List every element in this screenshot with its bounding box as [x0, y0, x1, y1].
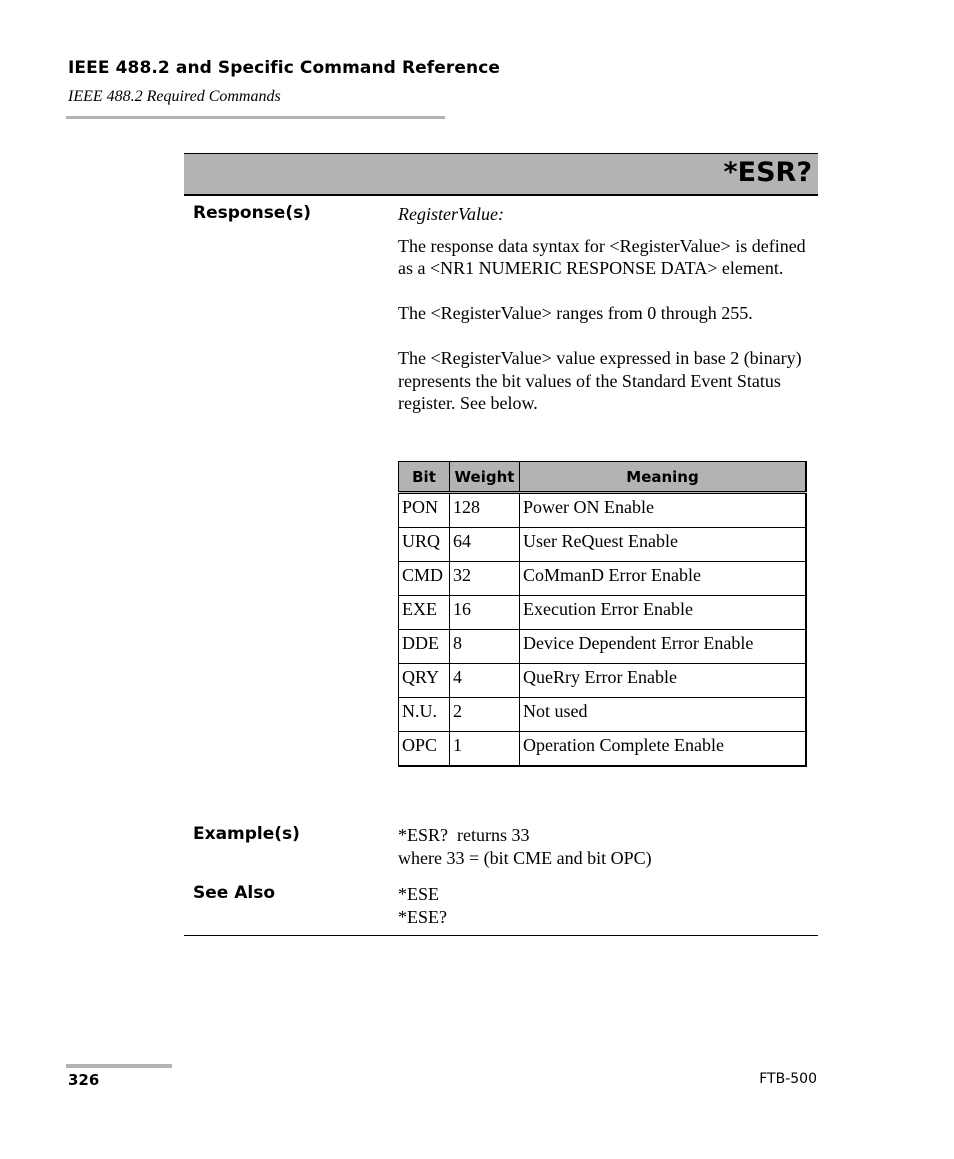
weight-cell: 1 [450, 732, 520, 767]
product-model: FTB-500 [759, 1071, 817, 1087]
table-row [399, 698, 807, 732]
response-value-name: RegisterValue: [398, 204, 504, 224]
table-row [399, 630, 807, 664]
register-bit-table [398, 461, 807, 767]
see-also-item: *ESE? [398, 906, 447, 927]
page-number: 326 [68, 1071, 100, 1089]
header-rule [66, 116, 445, 119]
command-name: *ESR? [723, 157, 812, 188]
section-end-rule [184, 935, 818, 936]
weight-cell: 32 [450, 562, 520, 596]
response-label: Response(s) [193, 203, 311, 223]
table-row [399, 732, 807, 767]
table-header-row [399, 462, 807, 493]
response-body [398, 203, 818, 415]
examples-body [398, 824, 818, 869]
weight-cell: 2 [450, 698, 520, 732]
bit-cell: OPC [399, 732, 450, 767]
meaning-cell: User ReQuest Enable [520, 528, 807, 562]
bit-cell: DDE [399, 630, 450, 664]
example-line: where 33 = (bit CME and bit OPC) [398, 847, 652, 868]
response-paragraph: The response data syntax for <RegisterValue> is defined as a <NR1 NUMERIC RESPONSE DATA> element. [398, 235, 806, 278]
see-also-item: *ESE [398, 884, 440, 904]
bit-cell: QRY [399, 664, 450, 698]
bit-cell: PON [399, 493, 450, 528]
column-header-bit: Bit [399, 462, 450, 493]
weight-cell: 64 [450, 528, 520, 562]
meaning-cell: Execution Error Enable [520, 596, 807, 630]
weight-cell: 128 [450, 493, 520, 528]
meaning-cell: QueRry Error Enable [520, 664, 807, 698]
response-paragraph: The <RegisterValue> ranges from 0 through 255. [398, 302, 753, 323]
response-paragraph: The <RegisterValue> value expressed in base 2 (binary) represents the bit values of the Standard Event Status register. See below. [398, 348, 802, 413]
table-row [399, 664, 807, 698]
meaning-cell: Device Dependent Error Enable [520, 630, 807, 664]
bit-cell: EXE [399, 596, 450, 630]
meaning-cell: CoMmanD Error Enable [520, 562, 807, 596]
weight-cell: 16 [450, 596, 520, 630]
bit-cell: URQ [399, 528, 450, 562]
weight-cell: 4 [450, 664, 520, 698]
meaning-cell: Not used [520, 698, 807, 732]
table-row [399, 562, 807, 596]
bit-cell: N.U. [399, 698, 450, 732]
table-row [399, 596, 807, 630]
command-title-bar [184, 153, 818, 196]
example-line: *ESR? returns 33 [398, 825, 530, 845]
see-also-body [398, 883, 818, 928]
footer-rule [66, 1064, 172, 1068]
weight-cell: 8 [450, 630, 520, 664]
table-row [399, 493, 807, 528]
running-header-title: IEEE 488.2 and Specific Command Reference [68, 58, 501, 78]
table-row [399, 528, 807, 562]
column-header-weight: Weight [450, 462, 520, 493]
running-header-subtitle: IEEE 488.2 Required Commands [68, 88, 281, 105]
bit-cell: CMD [399, 562, 450, 596]
column-header-meaning: Meaning [520, 462, 807, 493]
examples-label: Example(s) [193, 824, 300, 844]
meaning-cell: Power ON Enable [520, 493, 807, 528]
meaning-cell: Operation Complete Enable [520, 732, 807, 767]
see-also-label: See Also [193, 883, 276, 903]
